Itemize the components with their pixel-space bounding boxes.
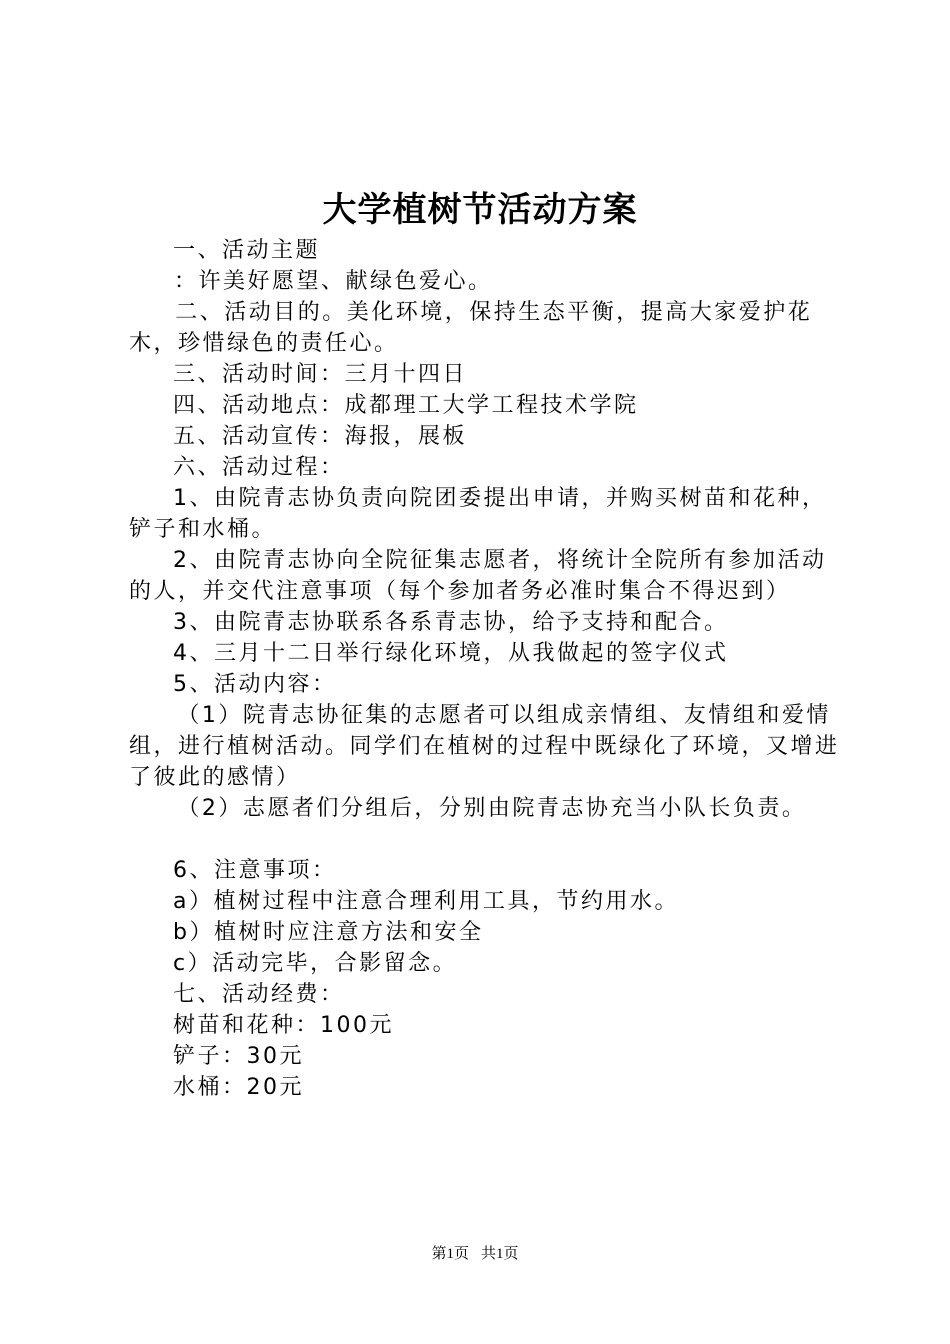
note-c: c）活动完毕，合影留念。 bbox=[173, 951, 458, 976]
budget-item-shovels: 铲子：30元 bbox=[173, 1044, 304, 1069]
theme-text: ：许美好愿望、献绿色爱心。 bbox=[174, 269, 493, 294]
section-time: 三、活动时间：三月十四日 bbox=[173, 362, 468, 387]
page-footer bbox=[0, 1244, 950, 1264]
process-step-1: 1、由院青志协负责向院团委提出申请，并购买树苗和花种，铲子和水桶。 bbox=[129, 486, 827, 542]
section-heading-theme: 一、活动主题 bbox=[173, 238, 321, 263]
note-b: b）植树时应注意方法和安全 bbox=[173, 920, 484, 945]
content-item-2: （2）志愿者们分组后，分别由院青志协充当小队长负责。 bbox=[177, 796, 807, 821]
section-purpose: 二、活动目的。美化环境，保持生态平衡，提高大家爱护花木，珍惜绿色的责任心。 bbox=[129, 300, 813, 356]
process-step-4: 4、三月十二日举行绿化环境，从我做起的签字仪式 bbox=[173, 641, 729, 666]
section-publicity: 五、活动宣传：海报，展板 bbox=[173, 424, 468, 449]
section-location: 四、活动地点：成都理工大学工程技术学院 bbox=[173, 393, 639, 418]
process-step-3: 3、由院青志协联系各系青志协，给予支持和配合。 bbox=[173, 610, 729, 635]
budget-heading: 七、活动经费： bbox=[173, 982, 345, 1007]
note-a: a）植树过程中注意合理利用工具，节约用水。 bbox=[173, 889, 679, 914]
document-title: 大学植树节活动方案 bbox=[322, 190, 638, 230]
section-process-heading: 六、活动过程： bbox=[173, 455, 345, 480]
process-step-2: 2、由院青志协向全院征集志愿者，将统计全院所有参加活动的人，并交代注意事项（每个参加者务必准时集合不得迟到） bbox=[129, 548, 827, 604]
budget-item-buckets: 水桶：20元 bbox=[173, 1075, 304, 1100]
page-number: 第1页 bbox=[431, 1246, 469, 1262]
process-step-5: 5、活动内容： bbox=[173, 672, 337, 697]
blank-line bbox=[129, 824, 841, 855]
page-total: 共1页 bbox=[481, 1246, 519, 1262]
content-item-1: （1）院青志协征集的志愿者可以组成亲情组、友情组和爱情组，进行植树活动。同学们在植树的过程中既绿化了环境，又增进了彼此的感情） bbox=[129, 703, 840, 790]
notes-heading: 6、注意事项： bbox=[173, 858, 337, 883]
document-body bbox=[129, 235, 841, 1103]
budget-item-seedlings: 树苗和花种：100元 bbox=[173, 1013, 394, 1038]
